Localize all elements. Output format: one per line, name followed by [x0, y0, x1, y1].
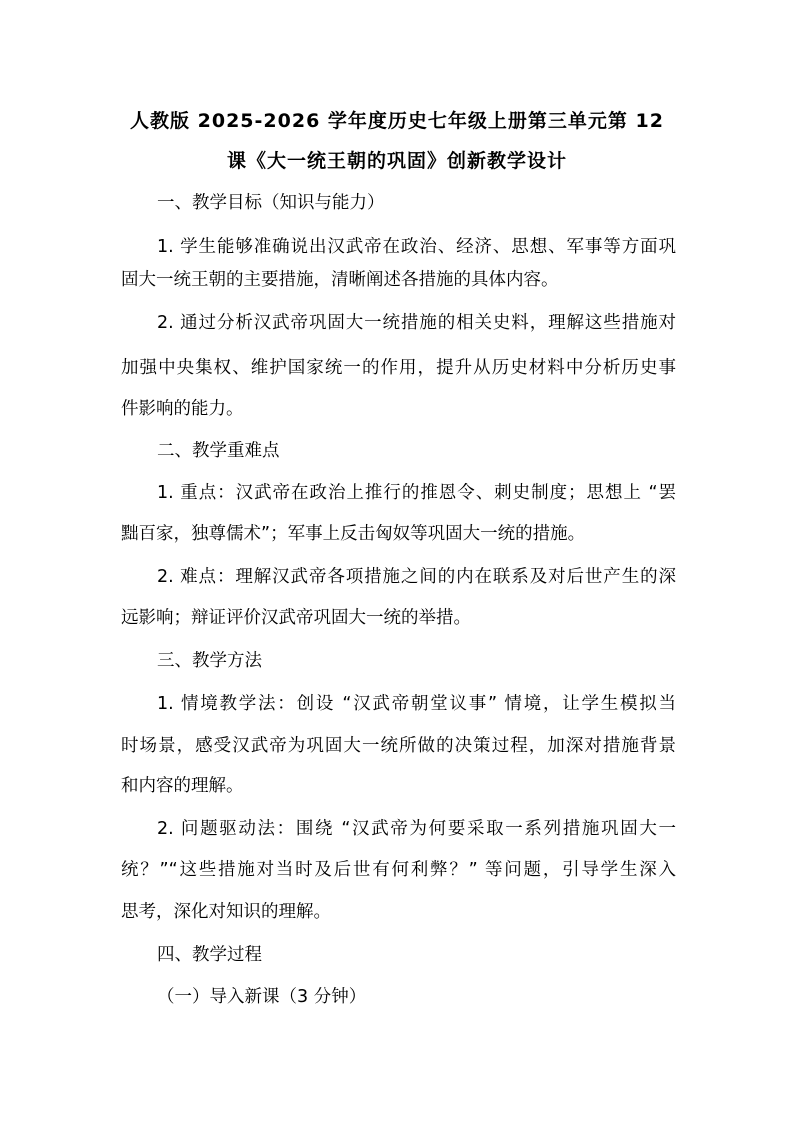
paragraph-line: 2. 问题驱动法：围绕 “汉武帝为何要采取一系列措施巩固大一	[157, 819, 676, 839]
document-title-line-2: 课《大一统王朝的巩固》创新教学设计	[226, 150, 567, 172]
section-heading-key-points: 二、教学重难点	[157, 441, 280, 461]
paragraph-line: 固大一统王朝的主要措施，清晰阐述各措施的具体内容。	[121, 270, 559, 290]
paragraph-line: 和内容的理解。	[121, 776, 244, 796]
paragraph-line: 1. 重点：汉武帝在政治上推行的推恩令、刺史制度；思想上 “罢	[157, 483, 676, 503]
paragraph-line: 2. 通过分析汉武帝巩固大一统措施的相关史料，理解这些措施对	[157, 313, 676, 333]
paragraph-line: 加强中央集权、维护国家统一的作用，提升从历史材料中分析历史事	[121, 358, 676, 378]
paragraph-line: 黜百家，独尊儒术”；军事上反击匈奴等巩固大一统的措施。	[121, 524, 586, 544]
paragraph-line: 统？”“这些措施对当时及后世有何利弊？” 等问题，引导学生深入	[121, 860, 676, 880]
paragraph-line: 1. 学生能够准确说出汉武帝在政治、经济、思想、军事等方面巩	[157, 237, 676, 257]
subsection-heading-intro: （一）导入新课（3 分钟）	[157, 987, 367, 1007]
section-heading-process: 四、教学过程	[157, 945, 262, 965]
paragraph-line: 1. 情境教学法：创设 “汉武帝朝堂议事” 情境，让学生模拟当	[157, 694, 676, 714]
paragraph-line: 思考，深化对知识的理解。	[121, 902, 331, 922]
paragraph-line: 2. 难点：理解汉武帝各项措施之间的内在联系及对后世产生的深	[157, 567, 676, 587]
section-heading-objectives: 一、教学目标（知识与能力）	[157, 193, 385, 213]
paragraph-line: 时场景，感受汉武帝为巩固大一统所做的决策过程，加深对措施背景	[121, 736, 676, 756]
paragraph-line: 远影响；辩证评价汉武帝巩固大一统的举措。	[121, 608, 471, 628]
document-title-line-1: 人教版 2025-2026 学年度历史七年级上册第三单元第 12	[130, 110, 664, 132]
paragraph-line: 件影响的能力。	[121, 399, 244, 419]
section-heading-methods: 三、教学方法	[157, 651, 262, 671]
